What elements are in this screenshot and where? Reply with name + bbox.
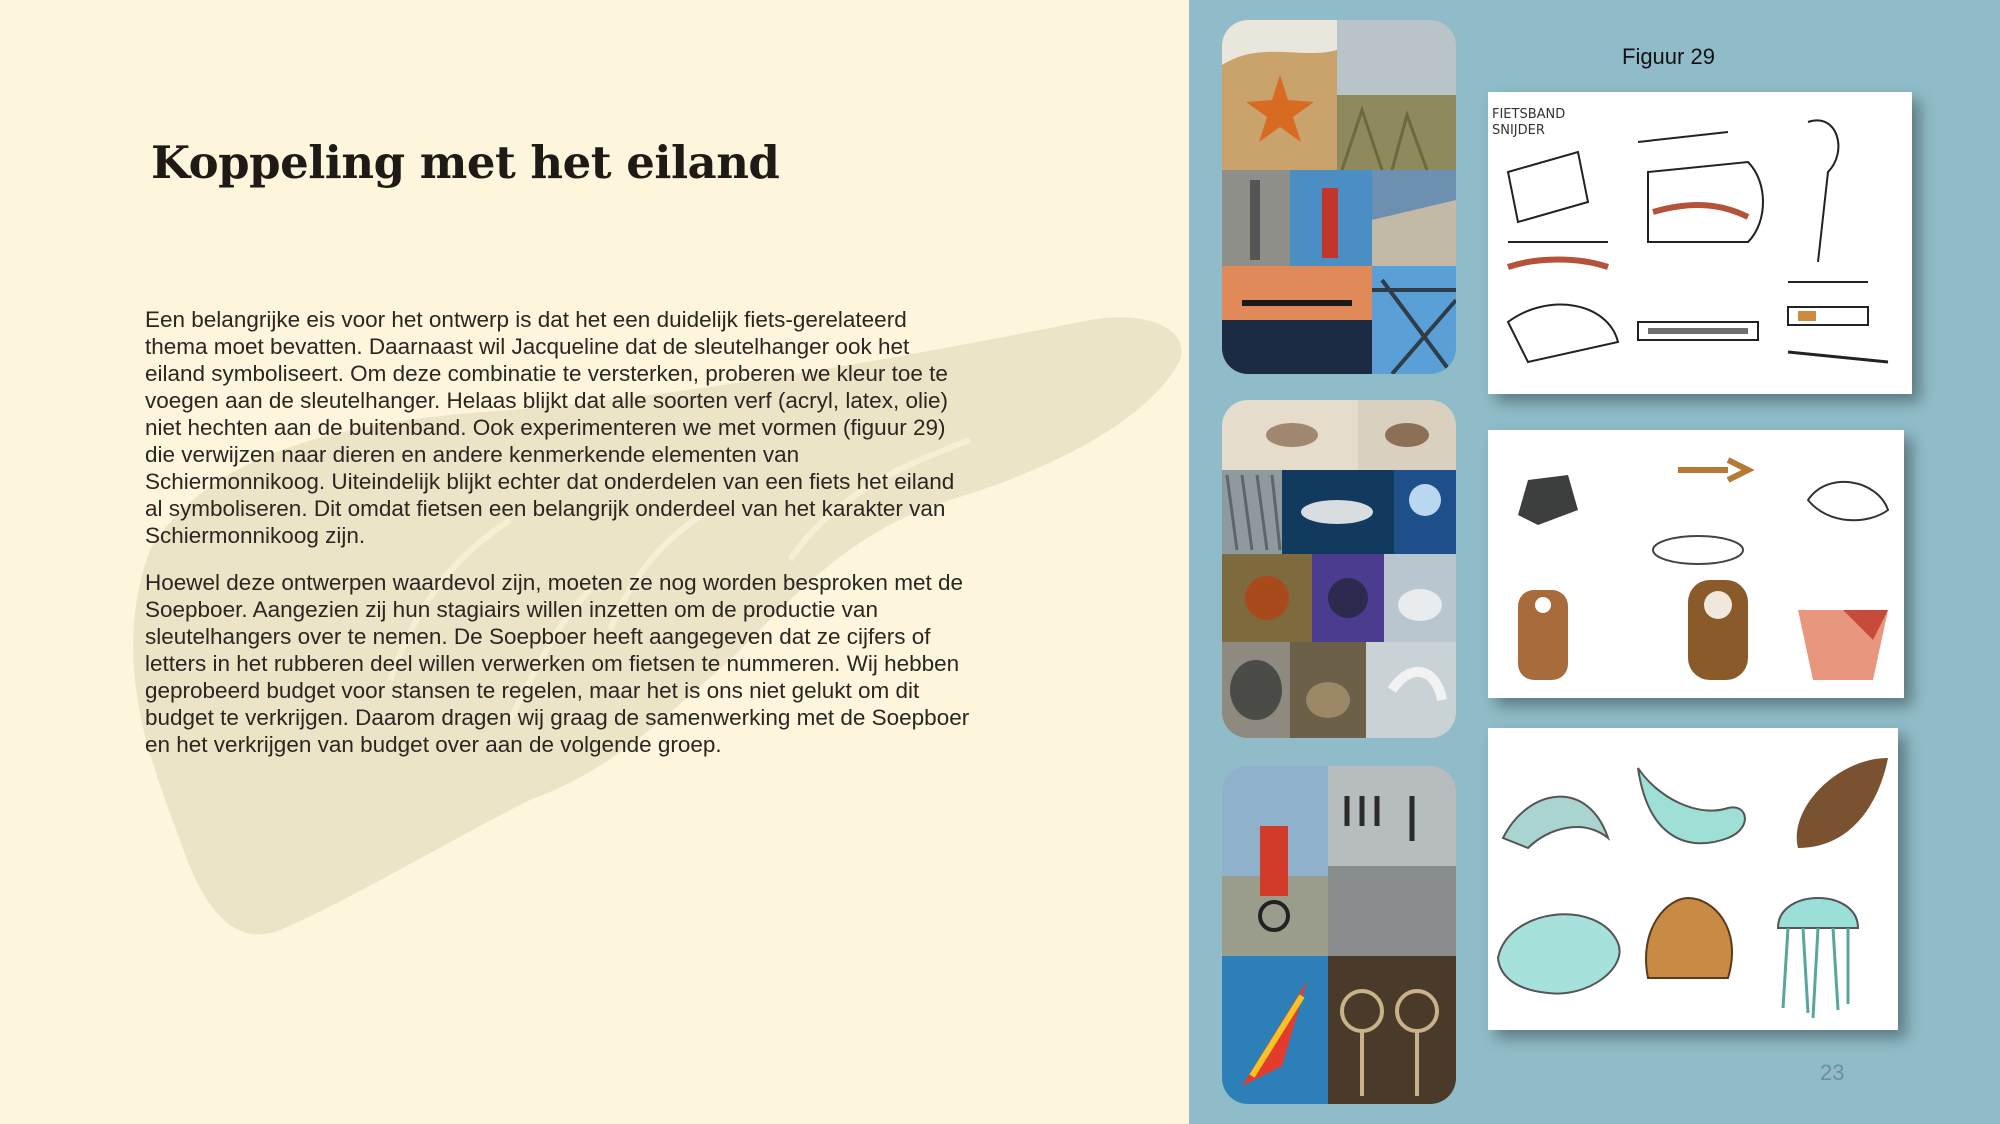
sketch-label-fietsband: FIETSBAND: [1492, 107, 1566, 122]
key-sketch-icon: [1678, 460, 1748, 480]
bike-tire-cutter-sketches: [1488, 92, 1912, 394]
paragraph-2: Hoewel deze ontwerpen waardevol zijn, moeten ze nog worden besproken met de Soepboer. Aangezien zij hun stagiairs willen inzetten om de productie van sleutelhangers over te nemen. De Soepboer heeft aangegeven dat ze cijfers of letters in het rubberen deel willen verwerken om fietsen te nummeren. Wij hebben geprobeerd budget voor stansen te regelen, maar het is ons niet gelukt om dit budget te verkrijgen. Daarom dragen wij graag de samenwerking met de Soepboer en het verkrijgen van budget over aan de volgende groep.: [145, 570, 970, 757]
pheasant-icon: [1245, 576, 1289, 620]
cyclist-icon: [1260, 826, 1288, 896]
keychain-shape-sketches: [1488, 430, 1904, 698]
paragraph-1: Een belangrijke eis voor het ontwerp is dat het een duidelijk fiets-gerelateerd thema moet bevatten. Daarnaast wil Jacqueline dat de sleutelhanger ook het eiland symboliseert. Om deze combinatie te versterken, proberen we kleur toe te voegen aan de sleutelhanger. Helaas blijkt dat alle soorten verf (acryl, latex, olie) niet hechten aan de buitenband. Ook experimenteren we met vormen (figuur 29) die verwijzen naar dieren en andere kenmerkende elementen van Schiermonnikoog. Uiteindelijk blijkt echter dat onderdelen van een fiets het eiland al symboliseren. Dit omdat fietsen een belangrijk onderdeel van het karakter van Schiermonnikoog zijn.: [145, 307, 955, 548]
boot-sketch-icon: [1518, 475, 1578, 525]
rabbit-icon: [1306, 682, 1350, 718]
sketch-label-snijder: SNIJDER: [1492, 123, 1545, 138]
page-number: 23: [1820, 1060, 1845, 1085]
jellyfish-icon: [1409, 484, 1441, 516]
hare-icon: [1398, 589, 1442, 621]
island-animals-collage: [1222, 400, 1456, 738]
porpoise-icon: [1301, 500, 1373, 524]
whale-sketch-icon: [1498, 914, 1620, 993]
page-title: Koppeling met het eiland: [151, 136, 780, 189]
body-text: [145, 306, 975, 778]
seal-sketch-icon: [1638, 768, 1745, 843]
seal-icon: [1230, 660, 1282, 720]
feather-sketch-icon: [1797, 758, 1888, 848]
island-scenery-collage: [1222, 20, 1456, 374]
island-activities-collage: [1222, 766, 1456, 1104]
animal-shape-sketches: [1488, 728, 1898, 1030]
jellyfish-sketch-icon: [1778, 898, 1858, 928]
shell-sketch-icon: [1646, 898, 1732, 978]
godwit-icon: [1266, 423, 1318, 447]
figure-caption: Figuur 29: [1622, 44, 1715, 69]
wave-sketch-icon: [1503, 797, 1608, 848]
